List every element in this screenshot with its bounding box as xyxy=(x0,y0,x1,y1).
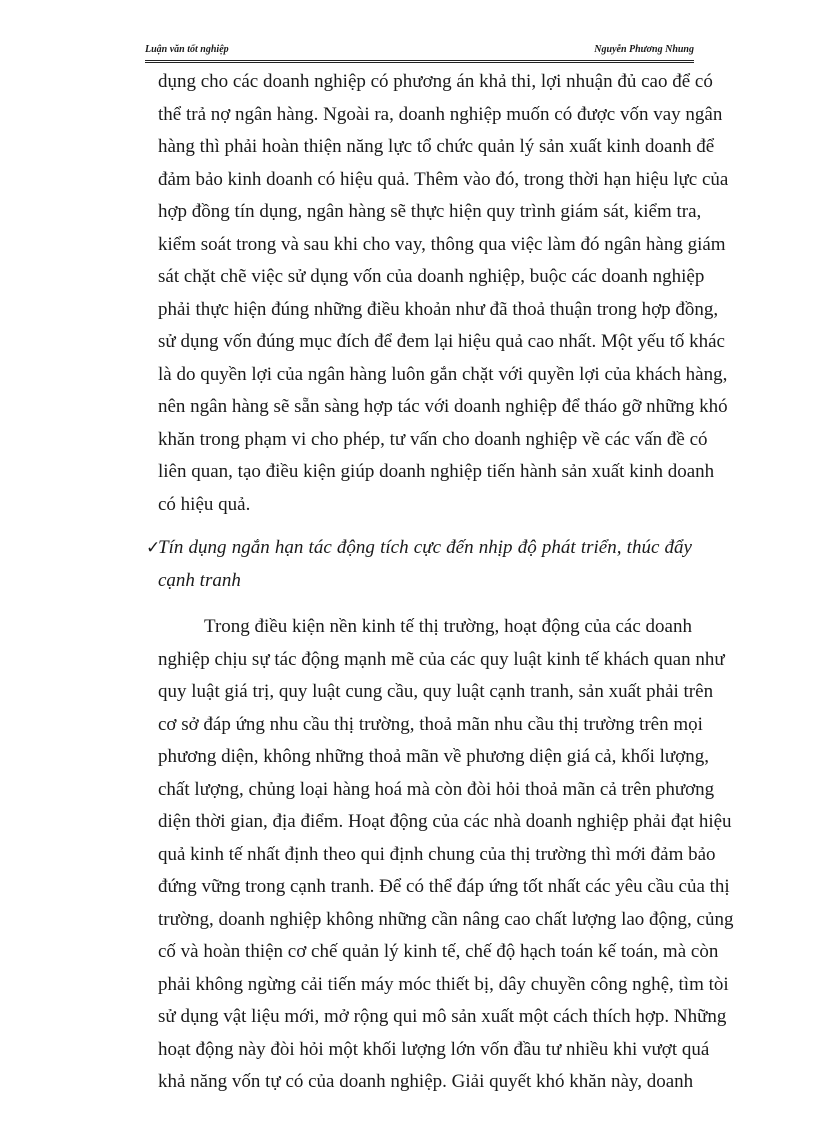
text-line: hợp đồng tín dụng, ngân hàng sẽ thực hiện quy trình giám sát, kiểm tra, xyxy=(158,201,702,222)
text-line: phải thực hiện đúng những điều khoản như đã thoả thuận trong hợp đồng, xyxy=(158,298,719,320)
check-icon: ✓ xyxy=(146,538,161,558)
text-line: phương diện, không những thoả mãn về phương diện giá cả, khối lượng, xyxy=(158,746,709,767)
text-line: đứng vững trong cạnh tranh. Để có thể đáp ứng tốt nhất các yêu cầu của thị xyxy=(158,876,730,897)
text-line: là do quyền lợi của ngân hàng luôn gắn chặt với quyền lợi của khách hàng, xyxy=(158,363,728,385)
text-line: sát chặt chẽ việc sử dụng vốn của doanh nghiệp, buộc các doanh nghiệp xyxy=(158,266,705,287)
text-line: dụng cho các doanh nghiệp có phương án khả thi, lợi nhuận đủ cao để có xyxy=(158,71,713,92)
text-line: nên ngân hàng sẽ sẵn sàng hợp tác với doanh nghiệp để tháo gỡ những khó xyxy=(158,396,728,417)
header-divider xyxy=(145,60,694,63)
text-line: hoạt động này đòi hỏi một khối lượng lớn vốn đầu tư nhiều khi vượt quá xyxy=(158,1038,710,1060)
text-line: kiểm soát trong và sau khi cho vay, thông qua việc làm đó ngân hàng giám xyxy=(158,233,726,255)
heading-line: cạnh tranh xyxy=(158,569,241,591)
text-line: liên quan, tạo điều kiện giúp doanh nghiệp tiến hành sản xuất kinh doanh xyxy=(158,461,715,482)
text-line: cố và hoàn thiện cơ chế quản lý kinh tế, chế độ hạch toán kế toán, mà còn xyxy=(158,941,719,962)
text-line: nghiệp chịu sự tác động mạnh mẽ của các quy luật kinh tế khách quan như xyxy=(158,648,725,670)
text-line: sử dụng vật liệu mới, mở rộng qui mô sản xuất một cách thích hợp. Những xyxy=(158,1006,727,1027)
text-line: khả năng vốn tự có của doanh nghiệp. Giải quyết khó khăn này, doanh xyxy=(158,1071,694,1092)
text-line: quả kinh tế nhất định theo qui định chung của thị trường thì mới đảm bảo xyxy=(158,843,716,865)
text-line: chất lượng, chủng loại hàng hoá mà còn đòi hỏi thoả mãn cả trên phương xyxy=(158,778,715,800)
document-body xyxy=(146,66,734,1099)
paragraph-2 xyxy=(158,611,734,1099)
text-line: quy luật giá trị, quy luật cung cầu, quy luật cạnh tranh, sản xuất phải trên xyxy=(158,681,714,702)
text-line: diện thời gian, địa điểm. Hoạt động của các nhà doanh nghiệp phải đạt hiệu xyxy=(158,811,732,832)
paragraph-1 xyxy=(158,66,729,521)
text-line: cơ sở đáp ứng nhu cầu thị trường, thoả mãn nhu cầu thị trường trên mọi xyxy=(158,713,703,735)
text-line: trường, doanh nghiệp không những cần nâng cao chất lượng lao động, củng xyxy=(158,908,734,930)
section-heading xyxy=(146,532,692,597)
text-line: phải không ngừng cải tiến máy móc thiết bị, dây chuyền công nghệ, tìm tòi xyxy=(158,973,729,995)
text-line: Trong điều kiện nền kinh tế thị trường, hoạt động của các doanh xyxy=(204,616,692,637)
text-line: có hiệu quả. xyxy=(158,493,251,515)
header-right-text: Nguyễn Phương Nhung xyxy=(594,44,694,55)
text-line: hàng thì phải hoàn thiện năng lực tổ chức quản lý sản xuất kinh doanh để xyxy=(158,136,715,157)
text-line: khăn trong phạm vi cho phép, tư vấn cho doanh nghiệp về các vấn đề có xyxy=(158,428,708,450)
text-line: đảm bảo kinh doanh có hiệu quả. Thêm vào đó, trong thời hạn hiệu lực của xyxy=(158,168,729,190)
text-line: thể trả nợ ngân hàng. Ngoài ra, doanh nghiệp muốn có được vốn vay ngân xyxy=(158,103,723,125)
running-header xyxy=(145,44,694,58)
header-left-text: Luận văn tốt nghiệp xyxy=(145,44,229,55)
heading-line: Tín dụng ngắn hạn tác động tích cực đến nhịp độ phát triển, thúc đẩy xyxy=(158,537,692,558)
text-line: sử dụng vốn đúng mục đích để đem lại hiệu quả cao nhất. Một yếu tố khác xyxy=(158,331,725,352)
